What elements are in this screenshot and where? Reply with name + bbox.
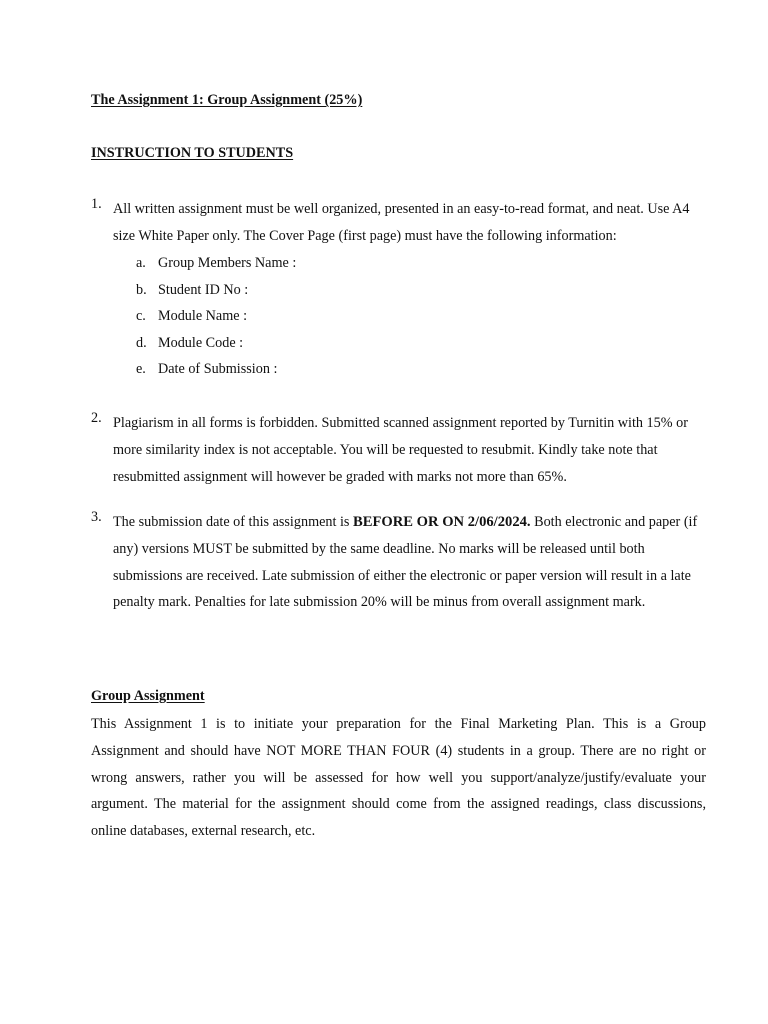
paragraph-line: This Assignment 1 is to initiate your preparation for the Final Marketing Plan. This is a Group	[91, 716, 706, 732]
list-item	[136, 356, 296, 383]
list-item-letter: b.	[136, 281, 147, 298]
group-assignment-paragraph	[91, 711, 706, 845]
item-text-before: The submission date of this assignment is	[113, 514, 353, 530]
instruction-item-3	[91, 509, 711, 616]
assignment-title: The Assignment 1: Group Assignment (25%)	[91, 92, 363, 108]
list-item-label: Group Members Name :	[158, 255, 297, 271]
list-item-label: Date of Submission :	[158, 361, 278, 378]
group-assignment-heading: Group Assignment	[91, 688, 205, 704]
list-item	[136, 303, 296, 330]
item-text	[113, 509, 711, 616]
paragraph-line: Assignment and should have NOT MORE THAN FOUR (4) students in a group. There are no right or	[91, 742, 706, 759]
instruction-item-1	[91, 196, 711, 250]
submission-deadline: BEFORE OR ON 2/06/2024.	[353, 514, 531, 530]
list-item	[136, 277, 296, 304]
list-item-letter: e.	[136, 361, 146, 378]
cover-page-fields-list	[136, 250, 296, 383]
list-item	[136, 250, 296, 277]
list-item	[136, 330, 296, 357]
item-text: All written assignment must be well organized, presented in an easy-to-read format, and neat. Use A4 size White Paper only. The Cover Page (first page) must have the following information:	[113, 201, 690, 244]
item-number: 3.	[91, 509, 102, 525]
item-text: Plagiarism in all forms is forbidden. Submitted scanned assignment reported by Turnitin with 15% or more similarity index is not acceptable. You will be requested to resubmit. Kindly take note that resubmitted assignment will however be graded with marks not more than 65%.	[113, 415, 688, 485]
paragraph-line: online databases, external research, etc.	[91, 823, 316, 840]
item-number: 2.	[91, 410, 102, 426]
item-number: 1.	[91, 196, 102, 212]
list-item-label: Module Name :	[158, 308, 248, 325]
item-text-after: Both electronic and paper (if any) versions MUST be submitted by the same deadline. No marks will be released until both submissions are received. Late submission of either the electronic or paper version will result in a late penalty mark. Penalties for late submission 20% will be minus from overall assignment mark.	[113, 514, 698, 611]
list-item-letter: c.	[136, 308, 146, 325]
list-item-letter: a.	[136, 255, 146, 271]
instructions-heading: INSTRUCTION TO STUDENTS	[91, 145, 294, 161]
paragraph-line: argument. The material for the assignment should come from the assigned readings, class discussions,	[91, 796, 706, 813]
list-item-letter: d.	[136, 334, 147, 351]
list-item-label: Student ID No :	[158, 281, 249, 298]
list-item-label: Module Code :	[158, 334, 244, 351]
paragraph-line: wrong answers, rather you will be assessed for how well you support/analyze/justify/evaluate your	[91, 769, 706, 786]
instruction-item-2	[91, 410, 711, 490]
